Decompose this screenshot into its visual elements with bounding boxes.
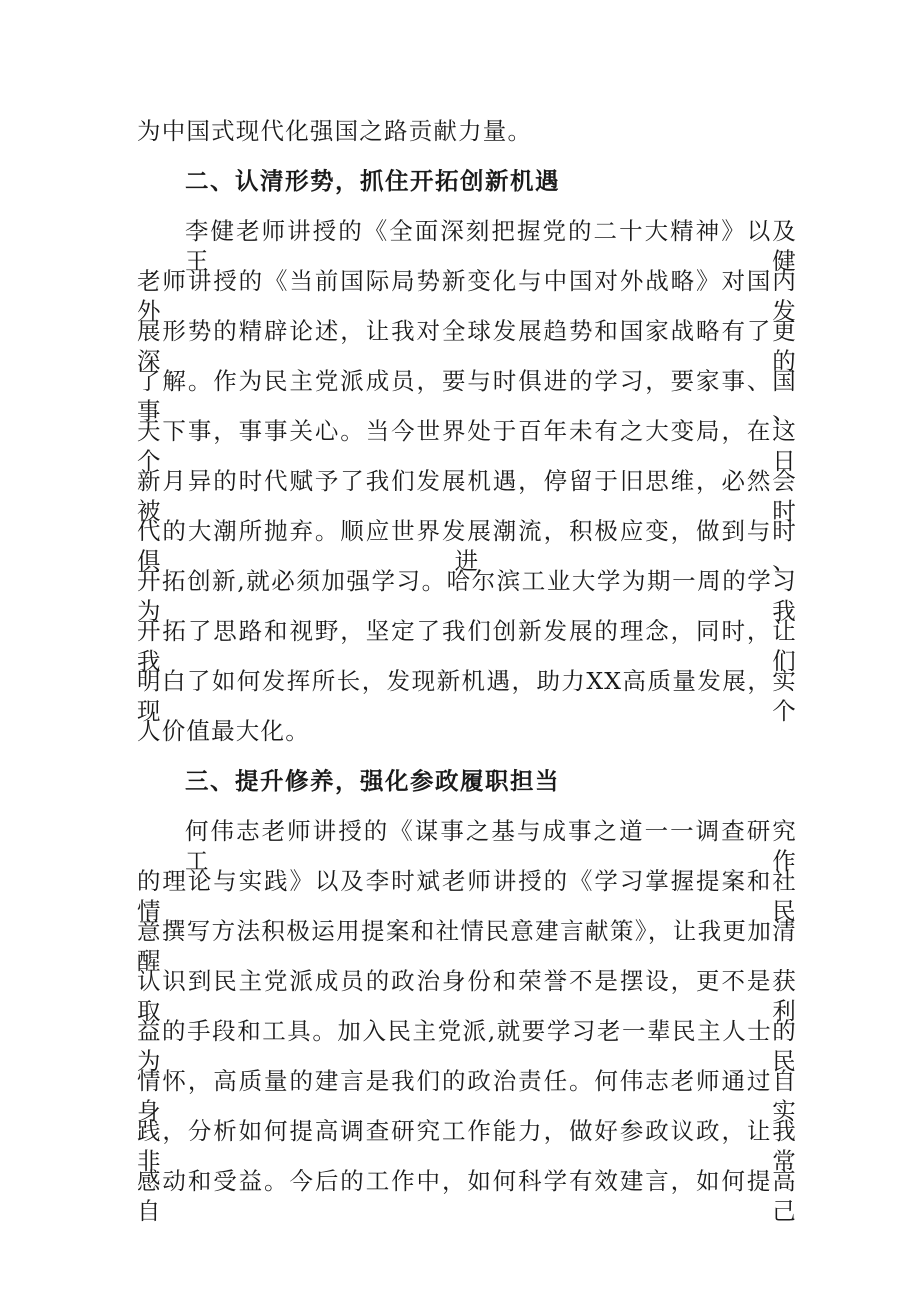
paragraph-line: 新月异的时代赋予了我们发展机遇，停留于旧思维，必然会被时 (137, 467, 797, 525)
paragraph-line: 意撰写方法积极运用提案和社情民意建言献策》，让我更加清醒 (137, 917, 797, 975)
section-heading-2: 二、认清形势，抓住开拓创新机遇 (185, 167, 560, 195)
paragraph-line: 情怀，高质量的建言是我们的政治责任。何伟志老师通过自身实 (137, 1067, 797, 1125)
paragraph-line: 开拓创新,就必须加强学习。哈尔滨工业大学为期一周的学习为我 (137, 567, 797, 625)
section-heading-3: 三、提升修养，强化参政履职担当 (185, 767, 560, 795)
paragraph-line: 展形势的精辟论述，让我对全球发展趋势和国家战略有了更深的 (137, 317, 797, 375)
paragraph-line: 为中国式现代化强国之路贡献力量。 (137, 117, 533, 145)
paragraph-line: 感动和受益。今后的工作中，如何科学有效建言，如何提高自己 (137, 1167, 797, 1225)
paragraph-line: 人价值最大化。 (137, 717, 310, 745)
paragraph-line: 代的大潮所抛弃。顺应世界发展潮流，积极应变，做到与时俱进、 (137, 517, 797, 575)
paragraph-line: 了解。作为民主党派成员，要与时俱进的学习，要家事、国事、 (137, 367, 797, 425)
paragraph-line: 践，分析如何提高调查研究工作能力，做好参政议政，让我非常 (137, 1117, 797, 1175)
paragraph-line: 益的手段和工具。加入民主党派,就要学习老一辈民主人士的为民 (137, 1017, 797, 1075)
paragraph-line: 的理论与实践》以及李时斌老师讲授的《学习掌握提案和社情民 (137, 867, 797, 925)
paragraph-line: 明白了如何发挥所长，发现新机遇，助力XX高质量发展，实现个 (137, 667, 797, 725)
paragraph-line: 开拓了思路和视野，坚定了我们创新发展的理念，同时，让我们 (137, 617, 797, 675)
paragraph-line: 认识到民主党派成员的政治身份和荣誉不是摆设，更不是获取利 (137, 967, 797, 1025)
paragraph-line: 老师讲授的《当前国际局势新变化与中国对外战略》对国内外发 (137, 267, 797, 325)
paragraph-line: 天下事，事事关心。当今世界处于百年未有之大变局，在这个日 (137, 417, 797, 475)
paragraph-line: 何伟志老师讲授的《谋事之基与成事之道一一调查研究工作 (185, 817, 797, 875)
paragraph-line: 李健老师讲授的《全面深刻把握党的二十大精神》以及王健 (185, 217, 797, 275)
